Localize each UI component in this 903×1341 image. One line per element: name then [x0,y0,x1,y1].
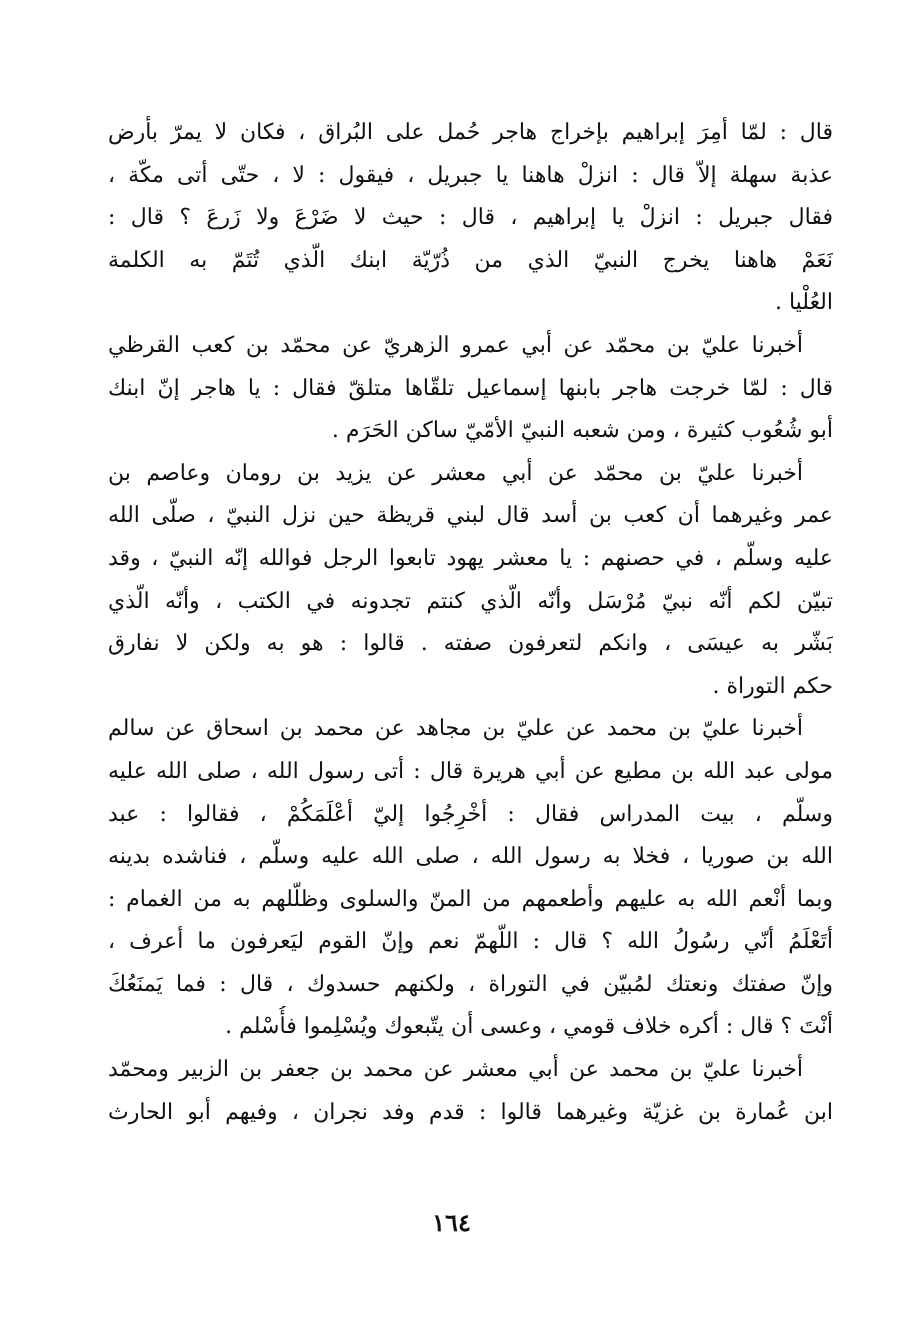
text-line: فقال جبريل : انزلْ يا إبراهيم ، قال : حيث لا ضَرْعَ ولا زَرعَ ؟ قال : [108,205,833,231]
body-text [108,112,833,1134]
text-line: الله بن صوريا ، فخلا به رسول الله ، صلى الله عليه وسلّم ، فناشده بدينه [108,844,833,870]
text-line: أنْتَ ؟ قال : أكره خلاف قومي ، وعسى أن يتّبعوك ويُسْلِموا فأُسْلم . [225,1014,833,1040]
text-line: عليه وسلّم ، في حصنهم : يا معشر يهود تابعوا الرجل فوالله إنّه النبيّ ، وقد [108,545,833,571]
text-line: عذبة سهلة إلاّ قال : انزلْ هاهنا يا جبريل ، فيقول : لا ، حتّى أتى مكّة ، [108,162,833,188]
text-line: حكم التوراة . [712,673,833,699]
text-line: بَشّر به عيسَى ، وانكم لتعرفون صفته . قالوا : هو به ولكن لا نفارق [108,631,833,657]
text-line: وبما أنْعم الله به عليهم وأطعمهم من المنّ والسلوى وظلّلهم به من الغمام : [108,886,833,912]
text-line: أتَعْلَمُ أنّي رسُولُ الله ؟ قال : اللّهمّ نعم وإنّ القوم ليَعرفون ما أعرف ، [108,929,833,955]
text-line: وإنّ صفتك ونعتك لمُبيّن في التوراة ، ولكنهم حسدوك ، قال : فما يَمنَعُكَ [108,971,833,997]
text-line: وسلّم ، بيت المدراس فقال : أخْرِجُوا إليّ أعْلَمَكُمْ ، فقالوا : عبد [108,801,833,827]
text-line: أخبرنا عليّ بن محمد عن أبي معشر عن محمد بن جعفر بن الزبير ومحمّد [108,1057,803,1083]
text-line: العُلْيا . [774,290,833,316]
text-line: قال : لمّا خرجت هاجر بابنها إسماعيل تلقّاها متلقّ فقال : يا هاجر إنّ ابنك [108,375,833,401]
text-line: ابن عُمارة بن غزيّة وغيرهما قالوا : قدم وفد نجران ، وفيهم أبو الحارث [108,1099,833,1125]
text-line: تبيّن لكم أنّه نبيّ مُرْسَل وأنّه الّذي كنتم تجدونه في الكتب ، وأنّه الّذي [108,588,833,614]
text-line: أخبرنا عليّ بن محمّد عن أبي عمرو الزهريّ عن محمّد بن كعب القرظي [108,332,803,358]
text-line: أخبرنا عليّ بن محمّد عن أبي معشر عن يزيد بن رومان وعاصم بن [108,460,803,486]
text-line: مولى عبد الله بن مطيع عن أبي هريرة قال : أتى رسول الله ، صلى الله عليه [108,758,833,784]
text-line: أبو شُعُوب كثيرة ، ومن شعبه النبيّ الأمّيّ ساكن الحَرَم . [331,418,833,444]
text-line: أخبرنا عليّ بن محمد عن عليّ بن مجاهد عن محمد بن اسحاق عن سالم [108,716,803,742]
text-line: قال : لمّا أمِرَ إبراهيم بإخراج هاجر حُمل على البُراق ، فكان لا يمرّ بأرض [108,120,833,145]
text-line: عمر وغيرهما أن كعب بن أسد قال لبني قريظة حين نزل النبيّ ، صلّى الله [108,503,833,529]
page-number: ١٦٤ [432,1208,471,1237]
text-line: نَعَمْ هاهنا يخرج النبيّ الذي من ذُرّيّة ابنك الّذي تُتَمّ به الكلمة [108,247,833,273]
